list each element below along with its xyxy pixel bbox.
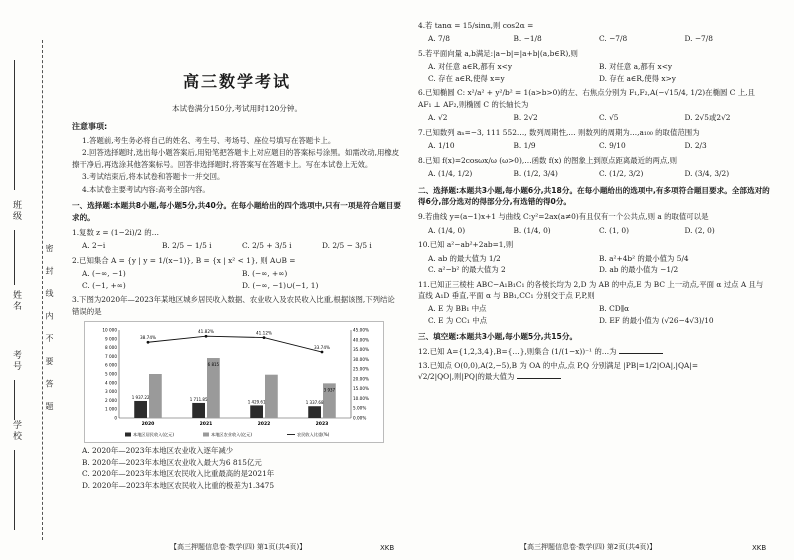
left-page (72, 20, 402, 491)
y-left-tick-label: 9 000 (105, 336, 117, 342)
question-8-stem: 8.已知 f(x)=2cosωx/ω (ω>0),…函数 f(x) 的图象上到原点距离最近的两点,则 (418, 155, 677, 165)
line-value-label: 33.74% (314, 345, 330, 351)
y-left-tick-label: 4 000 (105, 380, 117, 386)
option-d: D. (2, 0) (684, 225, 715, 235)
right-footer: 【高三押题信息卷·数学(四) 第2页(共4页)】 (520, 543, 657, 551)
y-right-tick-label: 20.00% (353, 376, 369, 382)
bar-resident-income (308, 406, 321, 418)
legend-swatch-agriculture (203, 433, 209, 437)
x-tick-label: 2022 (257, 422, 271, 428)
question-2-stem: 2.已知集合 A = {y | y = 1/(x−1)}, B = {x | x² < 1}, 则 A∪B = (72, 255, 296, 265)
label-class: 班级 (11, 200, 21, 222)
seal-note: 密 封 线 内 不 要 答 题 (44, 240, 55, 420)
option-b: B. (−∞, +∞) (242, 269, 288, 279)
question-4-options (428, 33, 770, 44)
option-c: C. E 为 CC₁ 中点 (428, 315, 487, 325)
bar-a-value-label: 1 711.85 (189, 397, 208, 403)
y-left-tick-label: 10 000 (102, 327, 117, 333)
label-name: 姓名 (11, 290, 21, 312)
option-c: C. (1/2, 3/2) (599, 169, 644, 179)
bar-a-value-label: 1 337.68 (305, 400, 324, 406)
question-4-stem: 4.若 tanα = 15/sinα,则 cos2α = (418, 21, 534, 30)
question-3 (72, 294, 402, 317)
left-footer-tag: XKB (380, 544, 395, 552)
answer-blank (619, 346, 663, 354)
question-5 (418, 48, 770, 84)
option-c: C. 2020年—2023年本地区农民收入比重最高的是2021年 (82, 469, 275, 479)
question-3-stem: 3.下图为2020年—2023年某地区城乡居民收入数据、农业收入及农民收入比重,根据该图,下列结论错误的是 (72, 295, 395, 316)
option-c: C. 9/10 (599, 141, 626, 151)
line-value-label: 41.82% (198, 329, 214, 335)
seal-dashed-line (42, 40, 43, 540)
name-write-line (14, 230, 15, 285)
y-left-tick-label: 2 000 (105, 398, 117, 404)
section-2-heading: 二、选择题:本题共3小题,每小题6分,共18分。在每小题给出的选项中,有多项符合题目要求。全部选对的得6分,部分选对的得部分分,有选错的得0分。 (418, 185, 770, 207)
option-b: B. 对任意 a,都有 x<y (599, 62, 673, 72)
question-11-options (428, 303, 770, 326)
option-a: A. (1/4, 1/2) (428, 169, 473, 179)
option-b: B. 2020年—2023年本地区农业收入最大为6 815亿元 (82, 457, 262, 467)
right-footer-tag: XKB (752, 544, 767, 552)
line-point (321, 351, 324, 354)
y-right-tick-label: 5.00% (353, 405, 367, 411)
option-b: B. 2√2 (513, 113, 538, 123)
question-8-options (428, 168, 770, 179)
x-tick-label: 2021 (199, 422, 213, 428)
note-1: 1.答题前,考生务必将自己的姓名、考生号、考场号、座位号填写在答题卡上。 (82, 135, 336, 145)
question-8 (418, 155, 770, 180)
bar-resident-income (192, 403, 205, 418)
bar-a-value-label: 1 429.61 (247, 399, 266, 405)
option-d: D. 2/5 − 3/5 i (322, 241, 372, 251)
class-write-line (14, 60, 15, 190)
bar-resident-income (250, 406, 263, 419)
question-11-stem: 11.已知正三棱柱 ABC−A₁B₁C₁ 的各棱长均为 2,D 为 AB 的中点,E 为 BC 上一动点,平面 α 过点 A 且与直线 A₁D 垂直,平面 α 与 BB₁,CC₁ 分别交于点 F,P,则 (418, 279, 764, 300)
question-6-options (428, 112, 770, 123)
option-a: A. 2−i (82, 241, 106, 251)
option-d: D. EF 的最小值为 (√26−4√3)/10 (599, 315, 714, 325)
question-5-stem: 5.若平面向量 a,b满足:|a−b|=|a+b|(a,b∈R),则 (418, 48, 578, 58)
option-d: D. (−∞, −1)∪(−1, 1) (242, 280, 319, 290)
option-a: A. 2020年—2023年本地区农业收入逐年减少 (82, 446, 234, 456)
note-2: 2.回答选择题时,选出每小题答案后,用铅笔把答题卡上对应题目的答案标号涂黑。如需改动,用橡皮擦干净后,再选涂其他答案标号。回答非选择题时,将答案写在答题卡上。写在本试卷上无效。 (72, 148, 400, 169)
x-tick-label: 2023 (315, 422, 329, 428)
option-c: C. 2/5 + 3/5 i (242, 241, 292, 251)
y-right-tick-label: 35.00% (353, 347, 369, 353)
question-3-options (72, 445, 402, 491)
exam-intro: 本试卷满分150分,考试用时120分钟。 (171, 103, 303, 113)
option-c: C. −7/8 (599, 34, 628, 44)
question-10-stem: 10.已知 a²−ab²+2ab=1,则 (418, 240, 514, 250)
binding-strip (4, 30, 60, 550)
answer-blank (517, 371, 561, 379)
exam-number-write-line (14, 380, 15, 420)
label-exam-number: 考号 (11, 350, 21, 372)
option-c: C. 存在 a∈R,使得 x=y (428, 73, 505, 83)
bar-b-value-label: 3 937 (323, 387, 336, 393)
y-right-tick-label: 45.00% (353, 327, 369, 333)
option-c: C. a²−b² 的最大值为 2 (428, 265, 506, 275)
notes-heading: 注意事项: (72, 121, 108, 131)
question-4 (418, 20, 770, 45)
note-4: 4.本试卷主要考试内容:高考全部内容。 (82, 184, 210, 194)
line-point (263, 336, 266, 339)
y-right-tick-label: 40.00% (353, 337, 369, 343)
question-2 (72, 255, 402, 291)
question-2-options (82, 268, 402, 291)
bar-resident-income (134, 401, 147, 418)
school-write-line (14, 450, 15, 530)
option-b: B. (1/2, 3/4) (513, 169, 558, 179)
legend-label-agriculture: 本地区农业收入(亿元) (211, 432, 252, 438)
legend-label-resident: 本地区居民收入(亿元) (133, 432, 174, 438)
option-a: A. 1/10 (428, 141, 455, 151)
bar-a-value-label: 1 937.22 (131, 395, 150, 401)
question-12 (418, 346, 770, 357)
y-right-tick-label: 30.00% (353, 356, 369, 362)
option-d: D. (3/4, 3/2) (684, 169, 730, 179)
line-farmer-income-ratio (148, 336, 322, 352)
option-d: D. ab 的最小值为 −1/2 (599, 265, 679, 275)
question-1-options (82, 240, 402, 251)
income-chart-svg (85, 322, 385, 444)
question-6 (418, 87, 770, 123)
option-a: A. E 为 BB₁ 中点 (428, 304, 487, 314)
option-d: D. 2020年—2023年本地区农民收入比重的极差为1.3475 (82, 480, 275, 490)
legend-label-ratio: 农民收入比重(%) (297, 432, 330, 438)
y-left-tick-label: 0 (114, 415, 117, 421)
question-9-stem: 9.若曲线 y=(a−1)x+1 与曲线 C:y²=2ax(a≠0)有且仅有一个公共点,则 a 的取值可以是 (418, 212, 709, 222)
option-b: B. 1/9 (513, 141, 536, 151)
question-13-stem-b: √2/2|QO|,则|PQ|的最大值为 (418, 372, 515, 382)
question-10-options (428, 253, 770, 276)
option-b: B. CD∥α (599, 304, 630, 314)
option-d: D. −7/8 (684, 34, 713, 44)
note-3: 3.考试结束后,将本试卷和答题卡一并交回。 (82, 172, 225, 182)
question-7 (418, 127, 770, 152)
option-d: D. 2/3 (684, 141, 707, 151)
y-right-tick-label: 15.00% (353, 386, 369, 392)
y-left-tick-label: 8 000 (105, 345, 117, 351)
option-a: A. √2 (428, 113, 448, 123)
line-point (205, 335, 208, 338)
question-12-stem: 12.已知 A={1,2,3,4},B={…},则集合 (1/(1−x))⁻¹ 的…为 (418, 347, 617, 357)
option-d: D. 2√5或2√2 (684, 113, 731, 123)
y-left-tick-label: 6 000 (105, 362, 117, 368)
section-1-heading: 一、选择题:本题共8小题,每小题5分,共40分。在每小题给出的四个选项中,只有一项是符合题目要求的。 (72, 201, 401, 223)
section-3-heading: 三、填空题:本题共3小题,每小题5分,共15分。 (418, 332, 578, 342)
option-a: A. 对任意 a∈R,都有 x<y (428, 62, 513, 72)
question-1-stem: 1.复数 z = (1−2i)/2 的… (72, 227, 160, 237)
y-left-tick-label: 3 000 (105, 389, 117, 395)
line-point (147, 341, 150, 344)
question-7-stem: 7.已知数列 aₙ=−3, 111 552…, 数列周期性,… 则数列的周期为…,a₁₀₀ 的取值范围为 (418, 127, 700, 137)
option-c: C. (1, 0) (599, 225, 629, 235)
page-title: 高三数学考试 (182, 72, 291, 91)
question-13 (418, 360, 770, 383)
y-left-tick-label: 7 000 (105, 354, 117, 360)
line-value-label: 41.12% (256, 330, 272, 336)
option-c: C. (−1, +∞) (82, 280, 126, 290)
y-right-tick-label: 10.00% (353, 396, 369, 402)
bar-agriculture-income (265, 375, 278, 418)
bar-b-value-label: 6 815 (207, 362, 220, 368)
option-d: D. 存在 a∈R,使得 x>y (599, 73, 676, 83)
option-a: A. (1/4, 0) (428, 225, 466, 235)
bar-agriculture-income (149, 374, 162, 418)
x-tick-label: 2020 (141, 422, 155, 428)
question-10 (418, 239, 770, 275)
question-1 (72, 227, 402, 252)
y-left-tick-label: 5 000 (105, 371, 117, 377)
y-left-tick-label: 1 000 (105, 406, 117, 412)
left-footer: 【高三押题信息卷·数学(四) 第1页(共4页)】 (170, 543, 307, 551)
option-c: C. √5 (599, 113, 619, 123)
question-9 (418, 211, 770, 236)
option-b: B. −1/8 (513, 34, 542, 44)
income-chart (84, 321, 384, 443)
option-b: B. a²+4b² 的最小值为 5/4 (599, 253, 689, 263)
question-9-options (428, 225, 770, 236)
question-7-options (428, 140, 770, 151)
option-b: B. 2/5 − 1/5 i (162, 241, 212, 251)
label-school: 学校 (11, 420, 21, 442)
option-a: A. 7/8 (428, 34, 450, 44)
y-right-tick-label: 25.00% (353, 366, 369, 372)
y-right-tick-label: 0.00% (353, 415, 367, 421)
option-b: B. (1/4, 0) (513, 225, 551, 235)
legend-swatch-resident (125, 433, 131, 437)
line-value-label: 38.74% (140, 335, 156, 341)
option-a: A. (−∞, −1) (82, 269, 126, 279)
question-13-stem-a: 13.已知点 O(0,0),A(2,−5),B 为 OA 的中点,点 P,Q 分别满足 |PB|=1/2|OA|,|QA|= (418, 360, 699, 370)
right-page (418, 20, 770, 385)
option-a: A. ab 的最大值为 1/2 (428, 253, 501, 263)
question-6-stem: 6.已知椭圆 C: x²/a² + y²/b² = 1(a>b>0)的左、右焦点分别为 F₁,F₂,A(−√15/4, 1/2)在椭圆 C 上,且 AF₁ ⊥ AF₂,则椭圆 C 的长轴长为 (418, 88, 755, 109)
question-5-options (428, 61, 770, 84)
question-11 (418, 279, 770, 327)
